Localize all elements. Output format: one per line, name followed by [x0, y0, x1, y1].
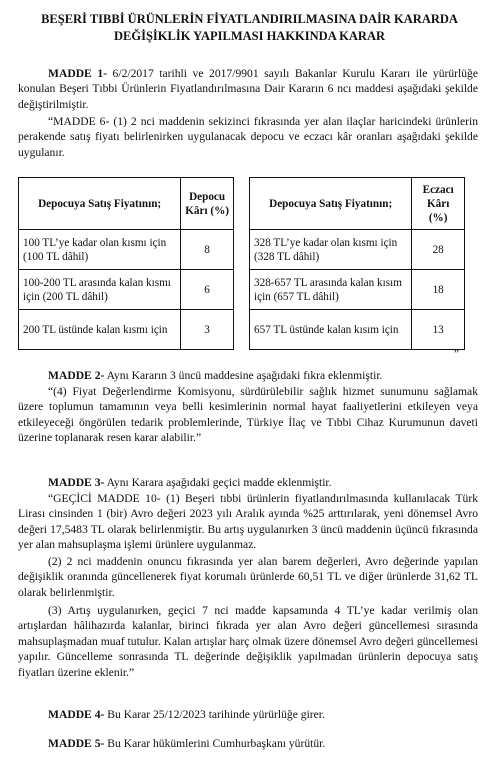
depocu-row-price: 100 TL’ye kadar olan kısmı için (100 TL dâhil) — [19, 230, 181, 270]
madde-4-label: MADDE 4- — [48, 708, 105, 721]
madde-1-text: 6/2/2017 tarihli ve 2017/9901 sayılı Bakanlar Kurulu Kararı ile yürürlüğe konulan Beşeri Tıbbi Ürünlerin Fiyatlandırılmasına Dair Kararın 6 ncı maddesi aşağıdaki şekilde değiştirilmiştir. — [18, 67, 478, 111]
closing-quote-mark: ” — [454, 348, 459, 360]
madde-2-paragraph — [18, 368, 478, 383]
eczaci-row-price: 328 TL’ye kadar olan kısmı için (328 TL dâhil) — [250, 230, 412, 270]
depocu-row-rate: 6 — [181, 270, 234, 310]
madde-1-paragraph — [18, 66, 478, 112]
eczaci-header-rate: Eczacı Kârı (%) — [412, 178, 465, 230]
document-title — [0, 11, 499, 45]
gecici-madde-10-paragraph-2: (2) 2 nci maddenin onuncu fıkrasında yer alan barem değerleri, Avro değerinde yapılan değişiklik oranında güncellenerek fiyat korumalı ürünlerde 60,51 TL ve diğer ürünlerde 31,62 TL olarak belirlenmiştir. — [18, 555, 478, 599]
eczaci-row-price: 657 TL üstünde kalan kısım için — [250, 310, 412, 350]
eczaci-row-price: 328-657 TL arasında kalan kısım için (657 TL dâhil) — [250, 270, 412, 310]
madde-4-text: Bu Karar 25/12/2023 tarihinde yürürlüğe girer. — [107, 708, 325, 721]
eczaci-row-rate: 28 — [412, 230, 465, 270]
madde-3-paragraph — [18, 475, 478, 490]
eczaci-row-rate: 13 — [412, 310, 465, 350]
depocu-header-price: Depocuya Satış Fiyatının; — [19, 178, 181, 230]
eczaci-row-rate: 18 — [412, 270, 465, 310]
depocu-row-price: 100-200 TL arasında kalan kısmı için (200 TL dâhil) — [19, 270, 181, 310]
madde-1-label: MADDE 1- — [48, 67, 107, 80]
madde-2-label: MADDE 2- — [48, 369, 105, 382]
madde-4-paragraph — [18, 707, 478, 722]
gecici-madde-10-paragraph-3: (3) Artış uygulanırken, geçici 7 nci madde kapsamında 4 TL’ye kadar verilmiş olan artışlardan hâlihazırda kalanlar, birinci fıkrada yer alan Avro değeri güncellemesi sırasında mahsuplaşmadan muaf tutulur. Kalan artışlar harç olmak üzere dönemsel Avro değeri güncellemesi yapılır. Güncelleme sonrasında TL değerinde değişiklik yapılmadan ürünlerin depocuya satış fiyatları üzerine eklenir.” — [18, 604, 478, 679]
madde-5-label: MADDE 5- — [48, 737, 105, 750]
madde-2-text: Aynı Kararın 3 üncü maddesine aşağıdaki fıkra eklenmiştir. — [106, 369, 383, 382]
eczaci-header-price: Depocuya Satış Fiyatının; — [250, 178, 412, 230]
eczaci-rate-table — [249, 177, 465, 350]
madde-2-quote: “(4) Fiyat Değerlendirme Komisyonu, sürdürülebilir sağlık hizmet sunumunu sağlamak üzere toplumun tamamının veya belli kesimlerinin normal hayat faaliyetlerini etkileyen veya etkileyeceği öngörülen tedarik problemlerinde, Türkiye İlaç ve Tıbbi Cihaz Kurumunun daveti üzerine toplanarak resen karar alabilir.” — [18, 385, 478, 445]
depocu-row-rate: 8 — [181, 230, 234, 270]
madde-6-quote: “MADDE 6- (1) 2 nci maddenin sekizinci fıkrasında yer alan ilaçlar haricindeki ürünlerin perakende satış fiyatı belirlenirken uygulanacak depocu ve eczacı kâr oranları aşağıdaki şekilde uygulanır. — [18, 115, 478, 159]
gecici-madde-10-paragraph-1: “GEÇİCİ MADDE 10- (1) Beşeri tıbbi ürünlerin fiyatlandırılmasında kullanılacak Türk Lirası cinsinden 1 (bir) Avro değeri 2023 yılı Aralık ayında %25 arttırılarak, yeni dönemsel Avro değeri 17,5483 TL olarak belirlenmiştir. Bu artış uygulanırken 3 üncü maddenin üçüncü fıkrasında yer alan mahsuplaşma işlemi ürünlere uygulanmaz. — [18, 492, 478, 552]
madde-5-text: Bu Karar hükümlerini Cumhurbaşkanı yürütür. — [107, 737, 326, 750]
madde-3-label: MADDE 3- — [48, 476, 105, 489]
title-line-2: DEĞİŞİKLİK YAPILMASI HAKKINDA KARAR — [114, 29, 385, 43]
madde-5-paragraph — [18, 736, 478, 751]
depocu-row-price: 200 TL üstünde kalan kısmı için — [19, 310, 181, 350]
depocu-header-rate: Depocu Kârı (%) — [181, 178, 234, 230]
title-line-1: BEŞERİ TIBBİ ÜRÜNLERİN FİYATLANDIRILMASINA DAİR KARARDA — [41, 12, 458, 26]
madde-3-text: Aynı Karara aşağıdaki geçici madde eklenmiştir. — [106, 476, 332, 489]
depocu-row-rate: 3 — [181, 310, 234, 350]
depocu-rate-table — [18, 177, 234, 350]
